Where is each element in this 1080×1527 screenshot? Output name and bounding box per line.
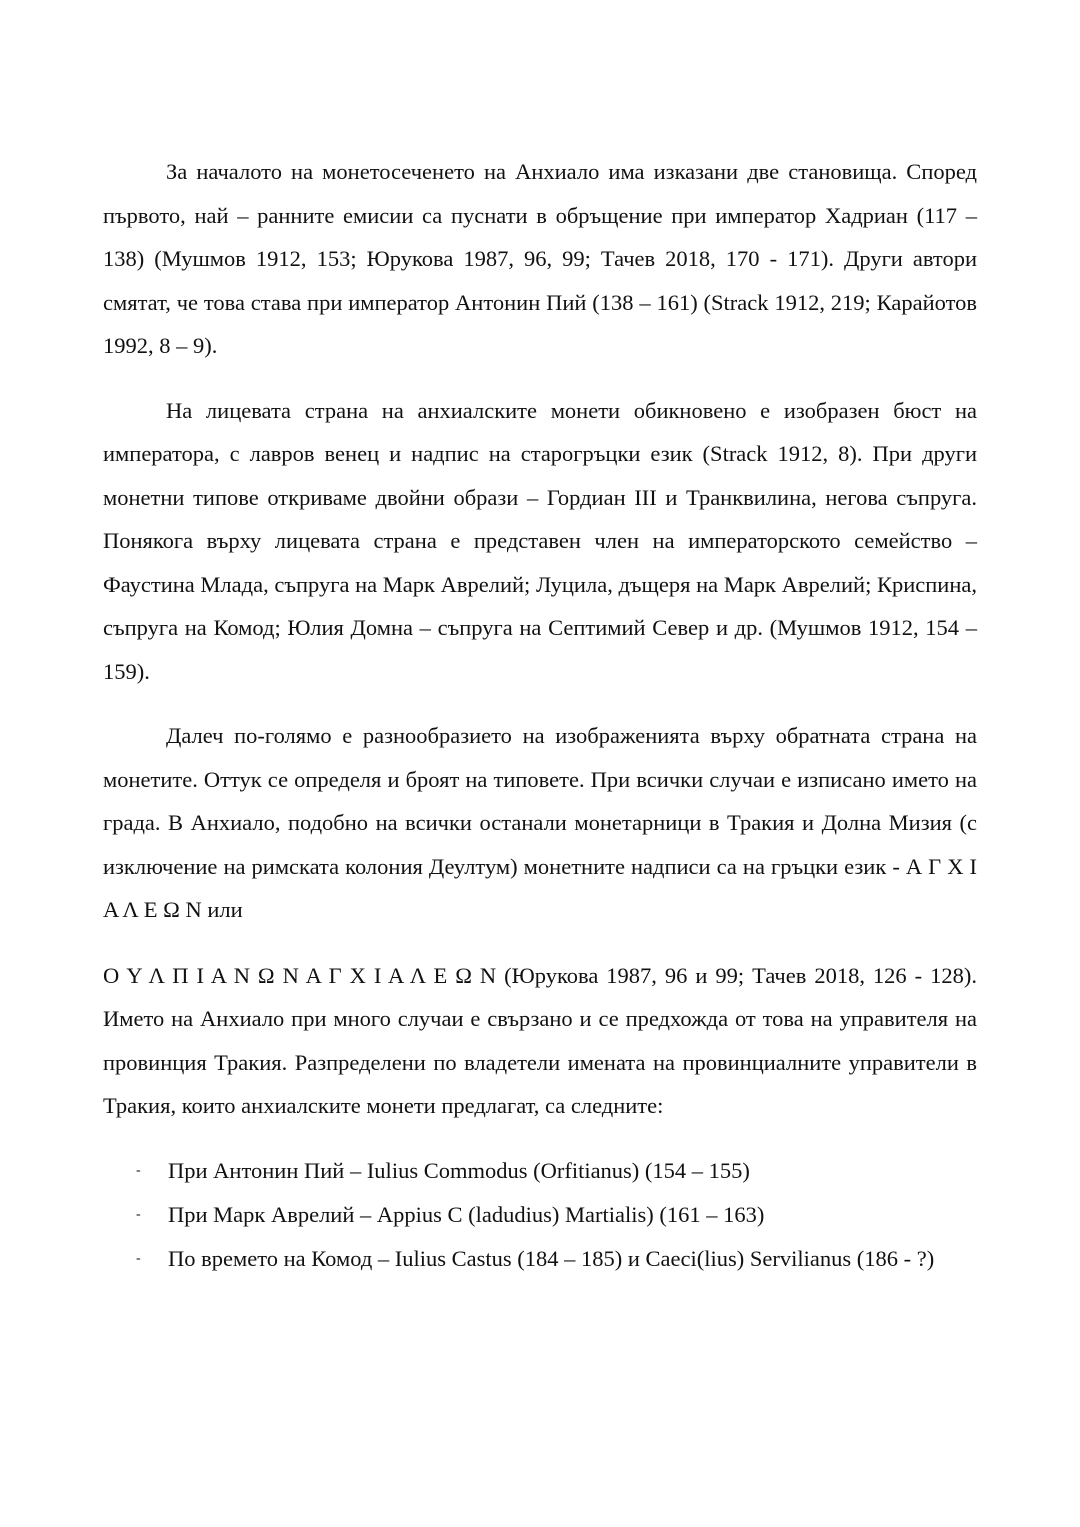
paragraph-spacer	[103, 932, 977, 954]
governors-list	[103, 1149, 977, 1281]
paragraph-spacer	[103, 368, 977, 389]
list-item	[103, 1237, 977, 1281]
paragraph-minting-origins: За началото на монетосеченето на Анхиало има изказани две становища. Според първото, най – ранните емисии са пуснати в обръщение при император Хадриан (117 – 138) (Мушмов 1912, 153; Юрукова 1987, 96, 99; Тачев 2018, 170 - 171). Други автори смятат, че това става при император Антонин Пий (138 – 161) (Strack 1912, 219; Карайотов 1992, 8 – 9).	[103, 159, 977, 358]
list-item-text: При Антонин Пий – Iulius Commodus (Orfitianus) (154 – 155)	[168, 1157, 750, 1183]
document-page	[103, 150, 977, 1281]
list-spacer	[103, 1128, 977, 1149]
list-item	[103, 1149, 977, 1193]
list-item-text: При Марк Аврелий – Appius C (ladudius) Martialis) (161 – 163)	[168, 1201, 765, 1227]
paragraph-obverse-description: На лицевата страна на анхиалските монети обикновено е изобразен бюст на императора, с лавров венец и надпис на старогръцки език (Strack 1912, 8). При други монетни типове откриваме двойни образи – Гордиан III и Транквилина, негова съпруга. Понякога върху лицевата страна е представен член на императорското семейство – Фаустина Млада, съпруга на Марк Аврелий; Луцила, дъщеря на Марк Аврелий; Криспина, съпруга на Комод; Юлия Домна – съпруга на Септимий Север и др. (Мушмов 1912, 154 – 159).	[103, 397, 977, 684]
dash-bullet-icon: -	[136, 1162, 141, 1178]
dash-bullet-icon: -	[136, 1250, 141, 1266]
paragraph-spacer	[103, 693, 977, 714]
dash-bullet-icon: -	[136, 1206, 141, 1222]
list-item-text: По времето на Комод – Iulius Castus (184 – 185) и Caeci(lius) Servilianus (186 - ?)	[168, 1245, 935, 1271]
paragraph-greek-inscription: Ο Υ Λ Π Ι Α Ν Ω Ν Α Γ Χ Ι Α Λ Ε Ω Ν (Юрукова 1987, 96 и 99; Тачев 2018, 126 - 128). Името на Анхиало при много случаи е свързано и се предхожда от това на управителя на провинция Тракия. Разпределени по владетели имената на провинциалните управители в Тракия, които анхиалските монети предлагат, са следните:	[103, 962, 977, 1118]
paragraph-reverse-description: Далеч по-голямо е разнообразието на изображенията върху обратната страна на монетите. Оттук се определя и броят на типовете. При всички случаи е изписано името на града. В Анхиало, подобно на всички останали монетарници в Тракия и Долна Мизия (с изключение на римската колония Деултум) монетните надписи са на гръцки език - А Γ Χ Ι Α Λ Ε Ω N или	[103, 723, 977, 922]
list-item	[103, 1193, 977, 1237]
